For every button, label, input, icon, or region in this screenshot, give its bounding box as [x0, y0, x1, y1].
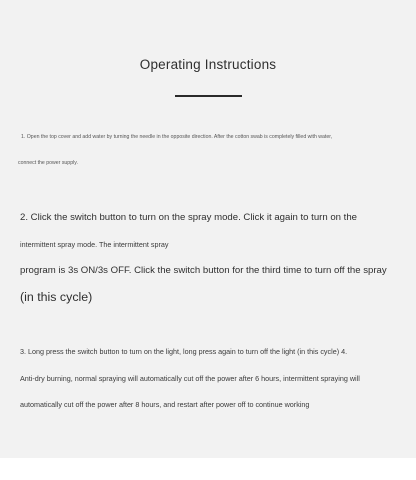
step3-line3: automatically cut off the power after 8 hours, and restart after power off to continue working	[20, 400, 310, 409]
page-title: Operating Instructions	[139, 57, 277, 72]
step2-line1: 2. Click the switch button to turn on the spray mode. Click it again to turn on the	[20, 212, 358, 223]
step3-line1: 3. Long press the switch button to turn on the light, long press again to turn off the light (in this cycle) 4.	[20, 347, 348, 356]
step2-line3: program is 3s ON/3s OFF. Click the switch button for the third time to turn off the spray	[20, 265, 387, 276]
title-underline	[175, 95, 242, 97]
step1-line1: 1. Open the top cover and add water by turning the needle in the opposite direction. After the cotton swab is completely filled with water,	[21, 134, 333, 140]
step2-line4: (in this cycle)	[20, 290, 93, 304]
step2-line2: intermittent spray mode. The intermittent spray	[20, 240, 169, 249]
step3-line2: Anti-dry burning, normal spraying will automatically cut off the power after 6 hours, intermittent spraying will	[20, 374, 360, 383]
step1-line2: connect the power supply.	[18, 160, 78, 166]
